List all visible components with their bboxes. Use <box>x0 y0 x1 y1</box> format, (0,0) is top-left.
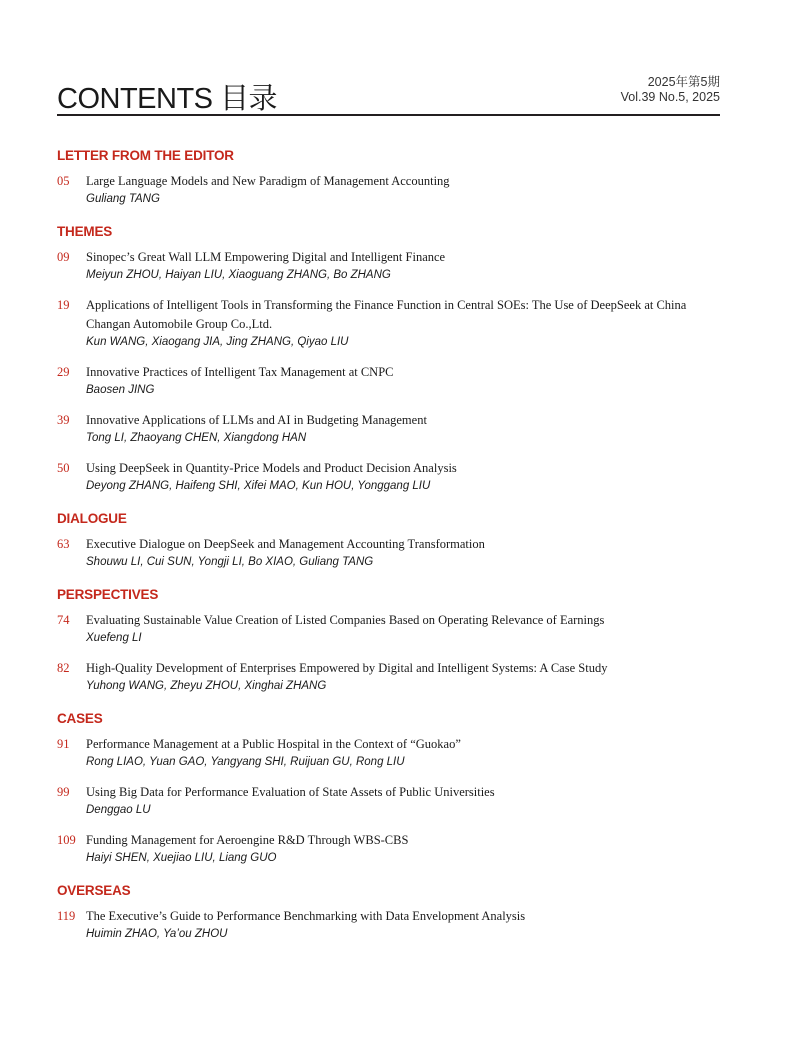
section-themes <box>57 224 720 495</box>
page-number: 05 <box>57 174 70 188</box>
toc-entry[interactable] <box>57 831 720 867</box>
toc-entry[interactable] <box>57 296 720 351</box>
article-authors: Rong LIAO, Yuan GAO, Yangyang SHI, Ruijuan GU, Rong LIU <box>86 756 405 768</box>
section-perspectives <box>57 587 720 695</box>
section-title: LETTER FROM THE EDITOR <box>57 148 234 163</box>
article-title: Large Language Models and New Paradigm of Management Accounting <box>86 174 450 188</box>
toc-entry[interactable] <box>57 907 720 943</box>
page-title: CONTENTS 目录 <box>57 83 278 115</box>
issue-info <box>621 75 720 105</box>
page-number: 74 <box>57 613 70 627</box>
article-authors: Denggao LU <box>86 804 151 816</box>
article-authors: Xuefeng LI <box>86 632 142 644</box>
article-authors: Baosen JING <box>86 384 155 396</box>
article-authors: Kun WANG, Xiaogang JIA, Jing ZHANG, Qiyao LIU <box>86 336 349 348</box>
toc-entry[interactable] <box>57 363 720 399</box>
section-letter-from-the-editor <box>57 148 720 208</box>
article-authors: Shouwu LI, Cui SUN, Yongji LI, Bo XIAO, Guliang TANG <box>86 556 374 568</box>
page-number: 99 <box>57 785 70 799</box>
article-authors: Deyong ZHANG, Haifeng SHI, Xifei MAO, Kun HOU, Yonggang LIU <box>86 480 431 492</box>
article-authors: Yuhong WANG, Zheyu ZHOU, Xinghai ZHANG <box>86 680 327 692</box>
toc-entry[interactable] <box>57 411 720 447</box>
toc-entry[interactable] <box>57 535 720 571</box>
section-dialogue <box>57 511 720 571</box>
section-title: DIALOGUE <box>57 511 127 526</box>
article-authors: Huimin ZHAO, Ya’ou ZHOU <box>86 928 228 940</box>
article-title: Sinopec’s Great Wall LLM Empowering Digital and Intelligent Finance <box>86 250 446 264</box>
toc-entry[interactable] <box>57 248 720 284</box>
page-number: 29 <box>57 365 70 379</box>
page-number: 63 <box>57 537 70 551</box>
section-cases <box>57 711 720 867</box>
article-authors: Tong LI, Zhaoyang CHEN, Xiangdong HAN <box>86 432 307 444</box>
page-number: 19 <box>57 298 70 312</box>
section-title: CASES <box>57 711 103 726</box>
article-title: Innovative Applications of LLMs and AI in Budgeting Management <box>86 413 427 427</box>
article-title: Applications of Intelligent Tools in Transforming the Finance Function in Central SOEs: The Use of DeepSeek at China Changan Automobile Group Co.,Ltd. <box>86 298 687 331</box>
section-overseas <box>57 883 720 943</box>
page-number: 91 <box>57 737 70 751</box>
article-authors: Meiyun ZHOU, Haiyan LIU, Xiaoguang ZHANG, Bo ZHANG <box>86 269 391 281</box>
table-of-contents <box>57 148 720 959</box>
page-number: 109 <box>57 833 76 847</box>
section-title: THEMES <box>57 224 113 239</box>
toc-entry[interactable] <box>57 735 720 771</box>
issue-volume: Vol.39 No.5, 2025 <box>620 90 720 104</box>
page-number: 50 <box>57 461 70 475</box>
article-title: Innovative Practices of Intelligent Tax Management at CNPC <box>86 365 394 379</box>
toc-entry[interactable] <box>57 783 720 819</box>
article-title: Funding Management for Aeroengine R&D Through WBS-CBS <box>86 833 409 847</box>
article-authors: Haiyi SHEN, Xuejiao LIU, Liang GUO <box>86 852 277 864</box>
article-title: High-Quality Development of Enterprises Empowered by Digital and Intelligent Systems: A Case Study <box>86 661 608 675</box>
article-title: Using Big Data for Performance Evaluation of State Assets of Public Universities <box>86 785 495 799</box>
toc-entry[interactable] <box>57 611 720 647</box>
toc-entry[interactable] <box>57 172 720 208</box>
page-header <box>57 74 720 116</box>
section-title: OVERSEAS <box>57 883 131 898</box>
toc-entry[interactable] <box>57 659 720 695</box>
article-authors: Guliang TANG <box>86 193 160 205</box>
page-number: 82 <box>57 661 70 675</box>
page-number: 119 <box>57 909 76 923</box>
article-title: Performance Management at a Public Hospital in the Context of “Guokao” <box>86 737 461 751</box>
page-number: 09 <box>57 250 70 264</box>
issue-chinese: 2025年第5期 <box>647 75 720 89</box>
page-number: 39 <box>57 413 70 427</box>
article-title: The Executive’s Guide to Performance Benchmarking with Data Envelopment Analysis <box>86 909 526 923</box>
toc-entry[interactable] <box>57 459 720 495</box>
article-title: Evaluating Sustainable Value Creation of Listed Companies Based on Operating Relevance of Earnings <box>86 613 605 627</box>
section-title: PERSPECTIVES <box>57 587 159 602</box>
article-title: Executive Dialogue on DeepSeek and Management Accounting Transformation <box>86 537 485 551</box>
article-title: Using DeepSeek in Quantity-Price Models and Product Decision Analysis <box>86 461 457 475</box>
